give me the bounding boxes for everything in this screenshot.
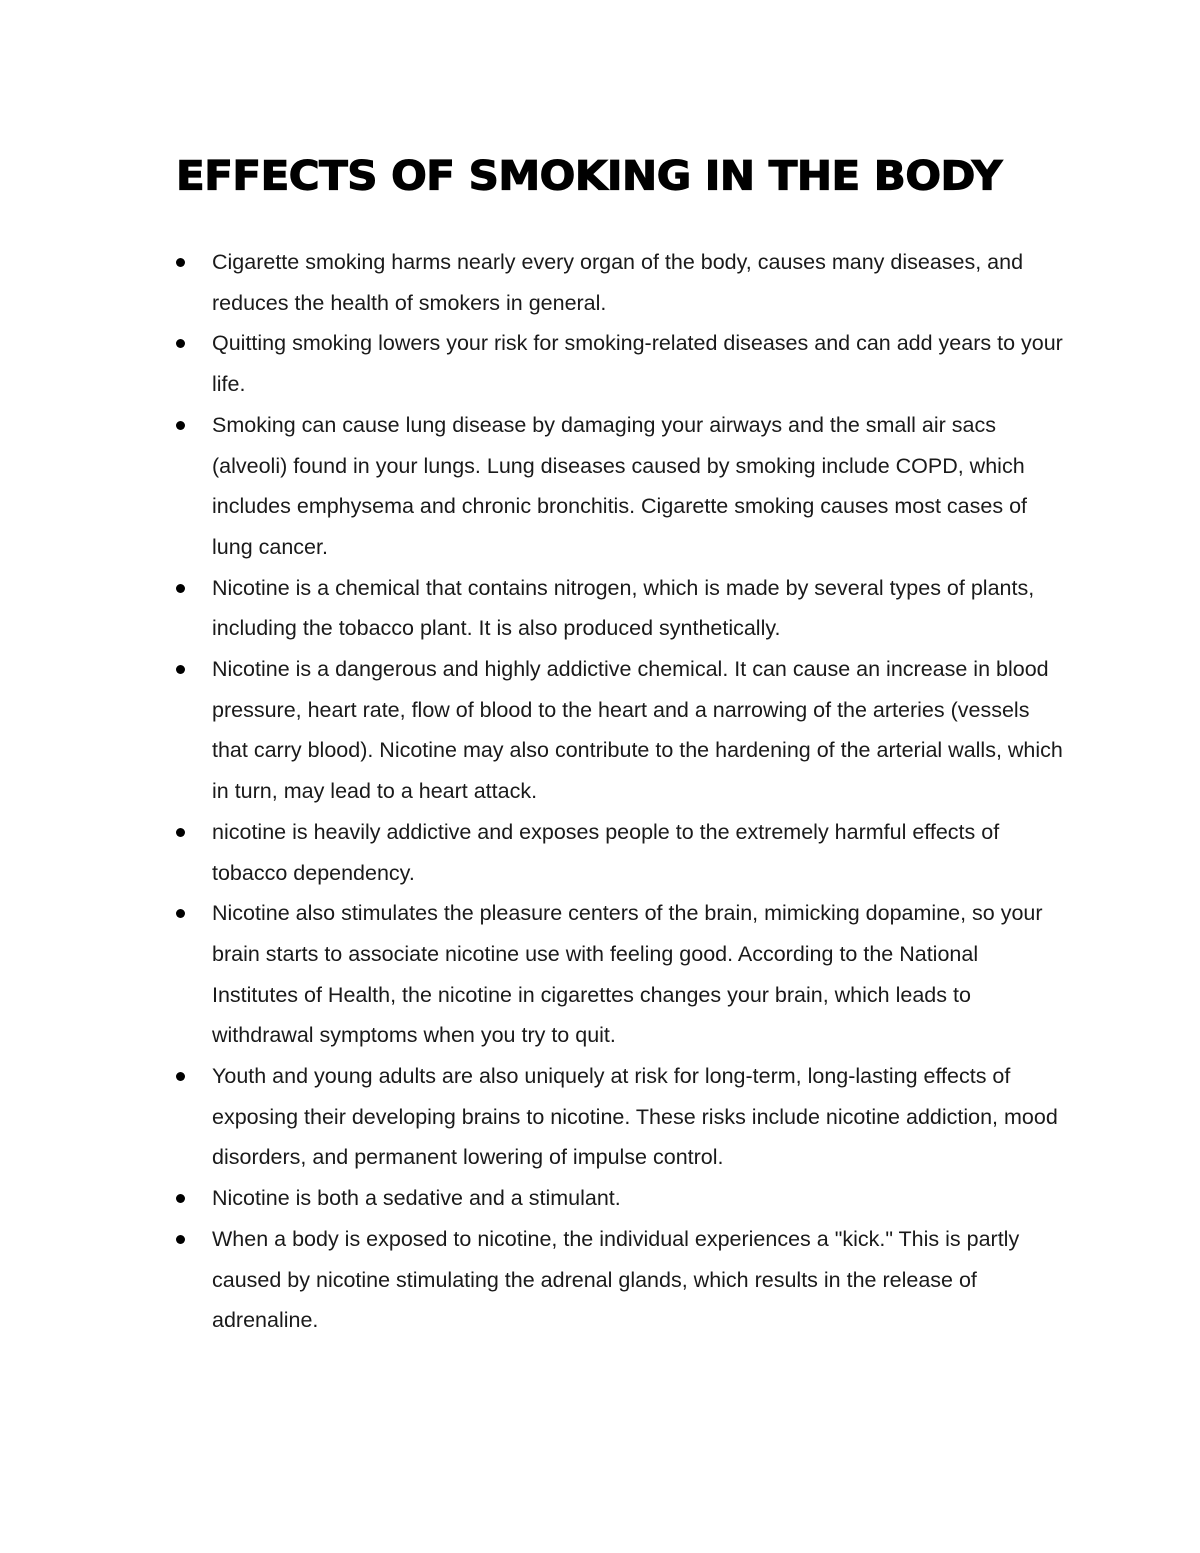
- bullet-icon: [176, 1194, 185, 1203]
- bullet-icon: [176, 258, 185, 267]
- list-item-text: Nicotine is a chemical that contains nitrogen, which is made by several types of plants, including the tobacco plant. It is also produced synthetically.: [212, 575, 1035, 641]
- bullet-icon: [176, 584, 185, 593]
- list-item: [176, 1178, 1066, 1219]
- list-item: [176, 812, 1066, 893]
- list-item: [176, 242, 1066, 323]
- list-item-text: Nicotine is a dangerous and highly addictive chemical. It can cause an increase in blood pressure, heart rate, flow of blood to the heart and a narrowing of the arteries (vessels that carry blood). Nicotine may also contribute to the hardening of the arterial walls, which in turn, may lead to a heart attack.: [212, 657, 1063, 804]
- list-item: [176, 568, 1066, 649]
- list-item-text: Youth and young adults are also uniquely at risk for long-term, long-lasting effects of exposing their developing brains to nicotine. These risks include nicotine addiction, mood disorders, and permanent lowering of impulse control.: [212, 1064, 1058, 1170]
- bullet-icon: [176, 1235, 185, 1244]
- list-item: [176, 323, 1066, 404]
- list-item: [176, 1056, 1066, 1178]
- bullet-icon: [176, 828, 185, 837]
- list-item-text: Cigarette smoking harms nearly every organ of the body, causes many diseases, and reduces the health of smokers in general.: [212, 250, 1024, 315]
- bullet-list: [176, 242, 1066, 1341]
- bullet-icon: [176, 421, 185, 430]
- list-item: [176, 649, 1066, 812]
- bullet-icon: [176, 909, 185, 918]
- list-item-text: Nicotine also stimulates the pleasure centers of the brain, mimicking dopamine, so your brain starts to associate nicotine use with feeling good. According to the National Institutes of Health, the nicotine in cigarettes changes your brain, which leads to withdrawal symptoms when you try to quit.: [212, 901, 1043, 1048]
- list-item: [176, 893, 1066, 1056]
- list-item: [176, 1219, 1066, 1341]
- list-item-text: Nicotine is both a sedative and a stimulant.: [212, 1186, 621, 1211]
- document-title: EFFECTS OF SMOKING IN THE BODY: [176, 152, 1002, 199]
- bullet-icon: [176, 339, 185, 348]
- list-item-text: When a body is exposed to nicotine, the individual experiences a "kick." This is partly caused by nicotine stimulating the adrenal glands, which results in the release of adrenaline.: [212, 1226, 1020, 1333]
- bullet-icon: [176, 665, 185, 674]
- list-item-text: nicotine is heavily addictive and exposes people to the extremely harmful effects of tobacco dependency.: [212, 819, 1000, 885]
- list-item-text: Quitting smoking lowers your risk for smoking-related diseases and can add years to your life.: [212, 331, 1063, 397]
- list-item-text: Smoking can cause lung disease by damaging your airways and the small air sacs (alveoli) found in your lungs. Lung diseases caused by smoking include COPD, which includes emphysema and chronic bronchitis. Cigarette smoking causes most cases of lung cancer.: [212, 412, 1027, 559]
- bullet-icon: [176, 1072, 185, 1081]
- list-item: [176, 405, 1066, 568]
